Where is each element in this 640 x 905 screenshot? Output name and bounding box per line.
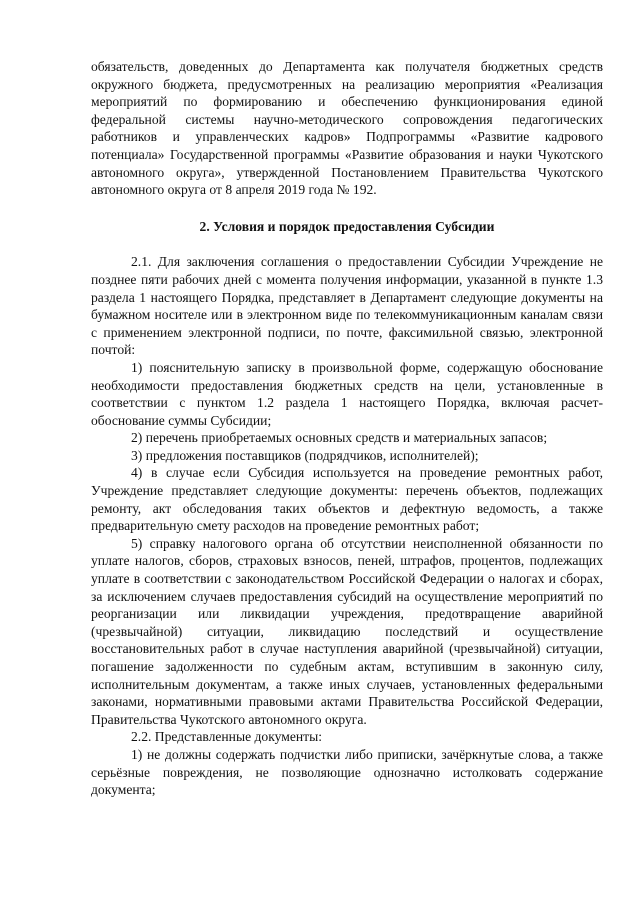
list-item-2-2-1: 1) не должны содержать подчистки либо приписки, зачёркнутые слова, а также серьёзные повреждения, не позволяющие однозначно истолковать содержание документа; — [91, 746, 603, 798]
list-item-2: 2) перечень приобретаемых основных средств и материальных запасов; — [131, 430, 548, 446]
paragraph-2-1: 2.1. Для заключения соглашения о предоставлении Субсидии Учреждение не позднее пяти рабочих дней с момента получения информации, указанной в пункте 1.3 раздела 1 настоящего Порядка, представляет в Департамент следующие документы на бумажном носителе или в электронном виде по телекоммуникационным каналам связи с применением электронной подписи, по почте, факсимильной связью, электронной почтой: — [91, 254, 603, 358]
list-item-1: 1) пояснительную записку в произвольной форме, содержащую обоснование необходимости предоставления бюджетных средств на цели, установленные в соответствии с пунктом 1.2 раздела 1 настоящего Порядка, включая расчет-обоснование суммы Субсидии; — [91, 359, 603, 428]
intro-paragraph: обязательств, доведенных до Департамента как получателя бюджетных средств окружного бюджета, предусмотренных на реализацию мероприятия «Реализация мероприятий по формированию и обеспечению функционирования единой федеральной системы научно-методического сопровождения педагогических работников и управленческих кадров» Подпрограммы «Развитие кадрового потенциала» Государственной программы «Развитие образования и науки Чукотского автономного округа», утвержденной Постановлением Правительства Чукотского автономного округа от 8 апреля 2019 года № 192. — [91, 59, 603, 198]
paragraph-2-2: 2.2. Представленные документы: — [131, 729, 323, 745]
section-heading: 2. Условия и порядок предоставления Субсидии — [199, 218, 495, 234]
list-item-4: 4) в случае если Субсидия используется на проведение ремонтных работ, Учреждение представляет следующие документы: перечень объектов, подлежащих ремонту, акт обследования таких объектов и дефектную ведомость, а также предварительную смету расходов на проведение ремонтных работ; — [91, 465, 603, 534]
list-item-3: 3) предложения поставщиков (подрядчиков, исполнителей); — [131, 447, 479, 463]
list-item-5: 5) справку налогового органа об отсутствии неисполненной обязанности по уплате налогов, сборов, страховых взносов, пеней, штрафов, процентов, подлежащих уплате в соответствии с законодательством Российской Федерации о налогах и сборах, за исключением случаев предоставления субсидий на осуществление мероприятий по реорганизации или ликвидации учреждения, предотвращение аварийной (чрезвычайной) ситуации, ликвидацию последствий и осуществление восстановительных работ в случае наступления аварийной (чрезвычайной) ситуации, погашение задолженности по судебным актам, вступившим в законную силу, исполнительным документам, а также иных случаев, установленных федеральными законами, нормативными правовыми актами Правительства Российской Федерации, Правительства Чукотского автономного округа. — [91, 535, 603, 727]
document-page — [91, 58, 603, 799]
